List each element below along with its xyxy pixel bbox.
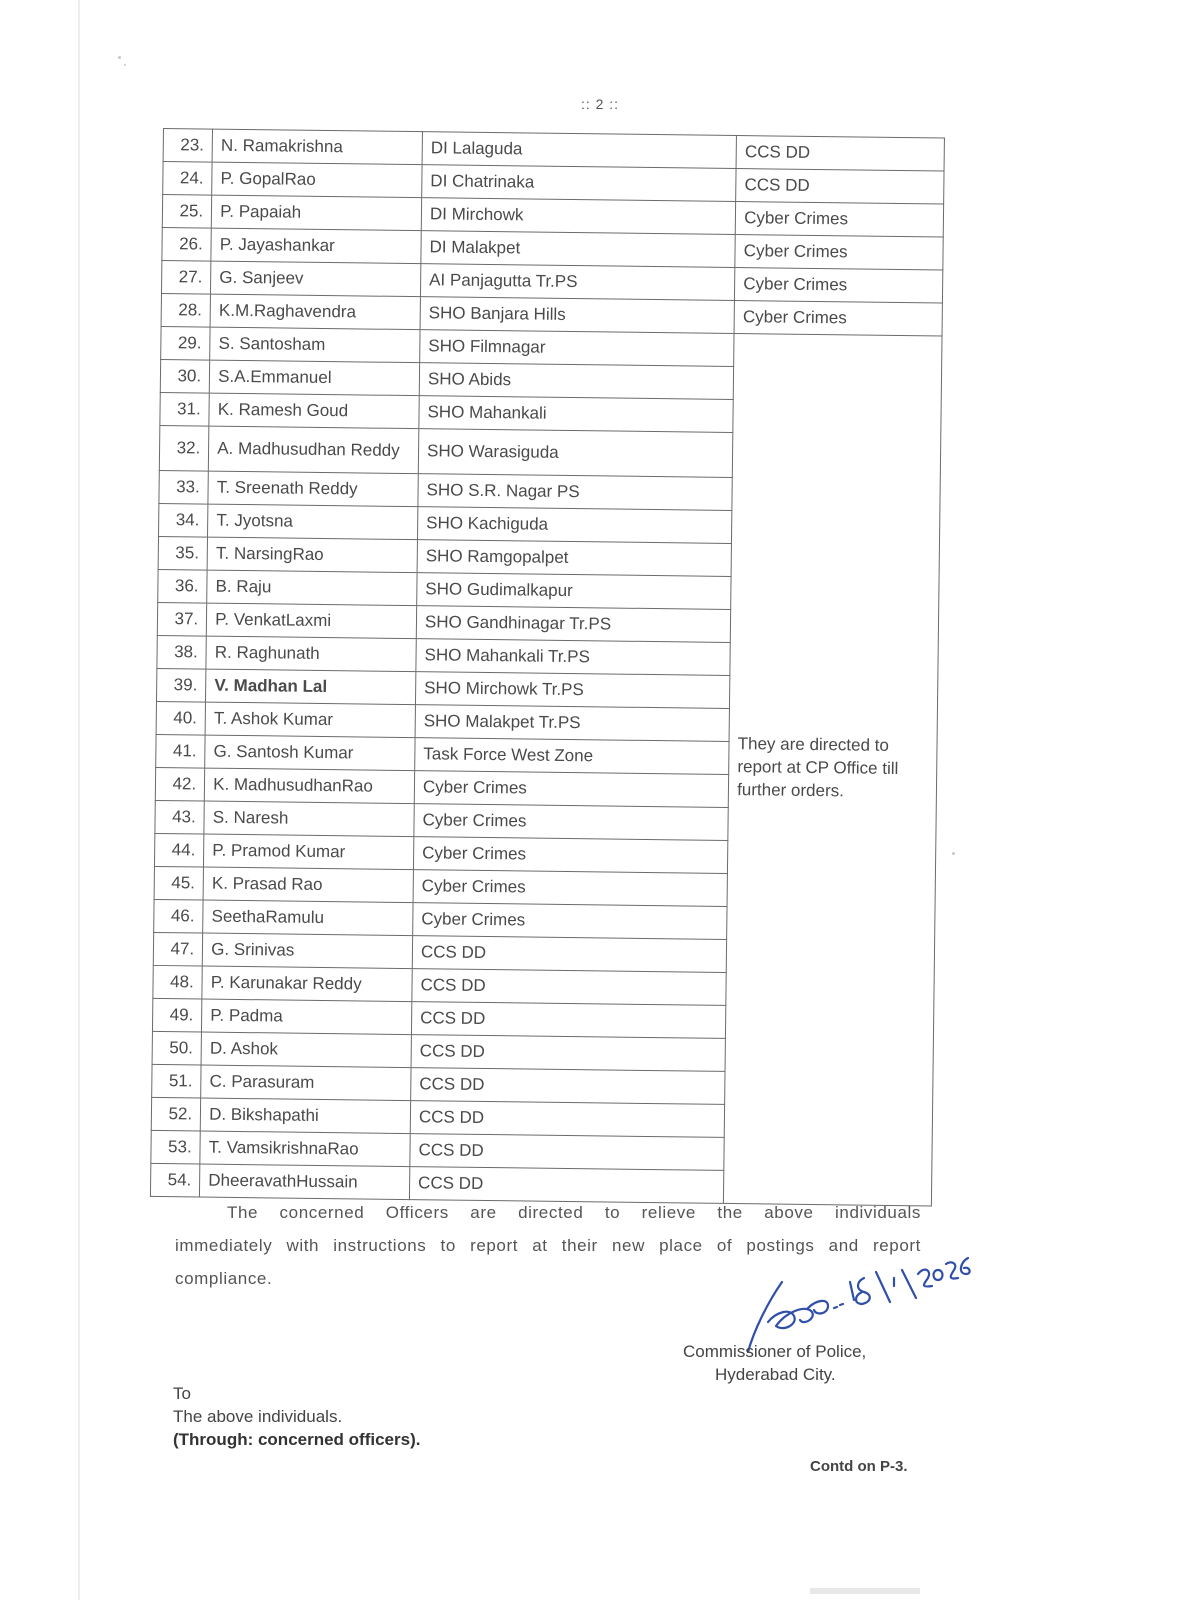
serial-number: 39. — [156, 668, 206, 702]
officer-name: V. Madhan Lal — [206, 669, 416, 705]
current-posting: Task Force West Zone — [415, 738, 730, 775]
serial-number: 42. — [155, 767, 205, 801]
footer-scan-mark — [810, 1588, 920, 1594]
serial-number: 37. — [157, 602, 207, 636]
postings-table — [150, 128, 945, 1206]
serial-number: 33. — [159, 470, 209, 504]
current-posting: DI Malakpet — [421, 231, 736, 268]
current-posting: SHO Banjara Hills — [420, 297, 735, 334]
current-posting: SHO Ramgopalpet — [417, 540, 732, 577]
officer-name: G. Srinivas — [202, 933, 412, 969]
serial-number: 41. — [156, 734, 206, 768]
current-posting: CCS DD — [411, 1068, 726, 1105]
serial-number: 23. — [163, 129, 213, 163]
current-posting: SHO Warasiguda — [418, 429, 733, 478]
serial-number: 49. — [152, 998, 202, 1032]
officer-name: K. MadhusudhanRao — [204, 768, 414, 804]
scan-page-edge — [78, 0, 80, 1600]
addressee-block — [173, 1382, 420, 1451]
current-posting: AI Panjagutta Tr.PS — [420, 264, 735, 301]
serial-number: 25. — [162, 195, 212, 229]
current-posting: DI Chatrinaka — [422, 165, 737, 202]
current-posting: SHO Gudimalkapur — [417, 573, 732, 610]
serial-number: 38. — [157, 635, 207, 669]
continued-note: Contd on P-3. — [810, 1458, 908, 1475]
current-posting: CCS DD — [412, 969, 727, 1006]
addressee-individuals: The above individuals. — [173, 1407, 343, 1426]
serial-number: 27. — [161, 260, 211, 294]
serial-number: 34. — [159, 503, 209, 537]
officer-name: B. Raju — [207, 570, 417, 606]
addressee-through: (Through: concerned officers). — [173, 1430, 421, 1449]
serial-number: 46. — [154, 899, 204, 933]
officer-name: P. Jayashankar — [211, 228, 421, 264]
current-posting: SHO Filmnagar — [420, 330, 735, 367]
scan-speck — [124, 64, 126, 66]
current-posting: CCS DD — [410, 1134, 725, 1171]
officer-name: P. GopalRao — [212, 162, 422, 198]
current-posting: Cyber Crimes — [413, 903, 728, 940]
serial-number: 29. — [161, 326, 211, 360]
officer-name: P. Papaiah — [211, 195, 421, 231]
serial-number: 28. — [161, 293, 211, 327]
serial-number: 35. — [158, 536, 208, 570]
serial-number: 45. — [154, 866, 204, 900]
officer-name: P. Karunakar Reddy — [202, 966, 412, 1002]
officer-name: S. Naresh — [204, 801, 414, 837]
officer-name: S.A.Emmanuel — [209, 360, 419, 396]
officer-name: K. Prasad Rao — [203, 867, 413, 903]
current-posting: SHO Mahankali Tr.PS — [416, 639, 731, 676]
serial-number: 32. — [159, 425, 209, 471]
scan-speck — [118, 56, 121, 59]
current-posting: SHO Abids — [419, 363, 734, 400]
merged-directive-note — [724, 333, 942, 1205]
serial-number: 44. — [154, 833, 204, 867]
page-number: :: 2 :: — [580, 96, 620, 112]
officer-name: S. Santosham — [210, 327, 420, 363]
current-posting: Cyber Crimes — [413, 870, 728, 907]
serial-number: 40. — [156, 701, 206, 735]
officer-name: P. VenkatLaxmi — [206, 603, 416, 639]
signature-date: 18/1/2026 — [742, 1039, 814, 1056]
officer-name: A. Madhusudhan Reddy — [208, 426, 418, 474]
serial-number: 53. — [151, 1130, 201, 1164]
officer-name: T. Ashok Kumar — [205, 702, 415, 738]
current-posting: CCS DD — [409, 1167, 724, 1204]
instruction-paragraph: The concerned Officers are directed to relieve the above individuals immediately with instructions to report at their new place of postings and report compliance. — [175, 1203, 921, 1288]
new-posting: Cyber Crimes — [735, 267, 943, 303]
current-posting: SHO Mahankali — [419, 396, 734, 433]
serial-number: 24. — [163, 162, 213, 196]
current-posting: Cyber Crimes — [413, 837, 728, 874]
current-posting: CCS DD — [411, 1002, 726, 1039]
current-posting: SHO Mirchowk Tr.PS — [415, 672, 730, 709]
serial-number: 54. — [150, 1163, 200, 1197]
officer-name: T. Sreenath Reddy — [208, 471, 418, 507]
officer-name: G. Santosh Kumar — [205, 735, 415, 771]
current-posting: CCS DD — [410, 1101, 725, 1138]
serial-number: 43. — [155, 800, 205, 834]
current-posting: SHO S.R. Nagar PS — [418, 474, 733, 511]
officer-name: C. Parasuram — [201, 1065, 411, 1101]
new-posting: Cyber Crimes — [735, 235, 943, 271]
officer-name: DheeravathHussain — [200, 1164, 410, 1200]
current-posting: SHO Gandhinagar Tr.PS — [416, 606, 731, 643]
officer-name: N. Ramakrishna — [212, 129, 422, 165]
scan-speck — [952, 852, 955, 855]
officer-name: G. Sanjeev — [211, 261, 421, 297]
current-posting: Cyber Crimes — [414, 771, 729, 808]
officer-name: D. Bikshapathi — [200, 1098, 410, 1134]
serial-number: 47. — [153, 932, 203, 966]
serial-number: 30. — [160, 359, 210, 393]
serial-number: 31. — [160, 392, 210, 426]
officer-name: R. Raghunath — [206, 636, 416, 672]
serial-number: 51. — [152, 1064, 202, 1098]
officer-name: P. Pramod Kumar — [204, 834, 414, 870]
officer-name: K.M.Raghavendra — [210, 294, 420, 330]
new-posting: Cyber Crimes — [734, 300, 942, 336]
officer-name: SeethaRamulu — [203, 900, 413, 936]
postings-table-body — [150, 129, 944, 1206]
new-posting: Cyber Crimes — [735, 202, 943, 238]
addressee-to: To — [173, 1384, 191, 1403]
merged-directive-text: They are directed to report at CP Office till further orders. — [737, 734, 899, 801]
new-posting: CCS DD — [736, 136, 944, 172]
serial-number: 26. — [162, 227, 212, 261]
officer-name: K. Ramesh Goud — [209, 393, 419, 429]
serial-number: 36. — [158, 569, 208, 603]
officer-name: P. Padma — [202, 999, 412, 1035]
current-posting: Cyber Crimes — [414, 804, 729, 841]
serial-number: 48. — [153, 965, 203, 999]
officer-name: T. NarsingRao — [207, 537, 417, 573]
designation-block — [683, 1340, 903, 1386]
current-posting: CCS DD — [412, 936, 727, 973]
designation-title: Commissioner of Police, — [683, 1342, 867, 1361]
current-posting: DI Lalaguda — [422, 132, 737, 169]
serial-number: 50. — [152, 1031, 202, 1065]
new-posting: CCS DD — [736, 169, 944, 205]
officer-name: T. VamsikrishnaRao — [200, 1131, 410, 1167]
designation-city: Hyderabad City. — [715, 1365, 836, 1384]
current-posting: CCS DD — [411, 1035, 726, 1072]
serial-number: 52. — [151, 1097, 201, 1131]
current-posting: SHO Malakpet Tr.PS — [415, 705, 730, 742]
current-posting: SHO Kachiguda — [417, 507, 732, 544]
officer-name: D. Ashok — [201, 1032, 411, 1068]
current-posting: DI Mirchowk — [421, 198, 736, 235]
officer-name: T. Jyotsna — [208, 504, 418, 540]
